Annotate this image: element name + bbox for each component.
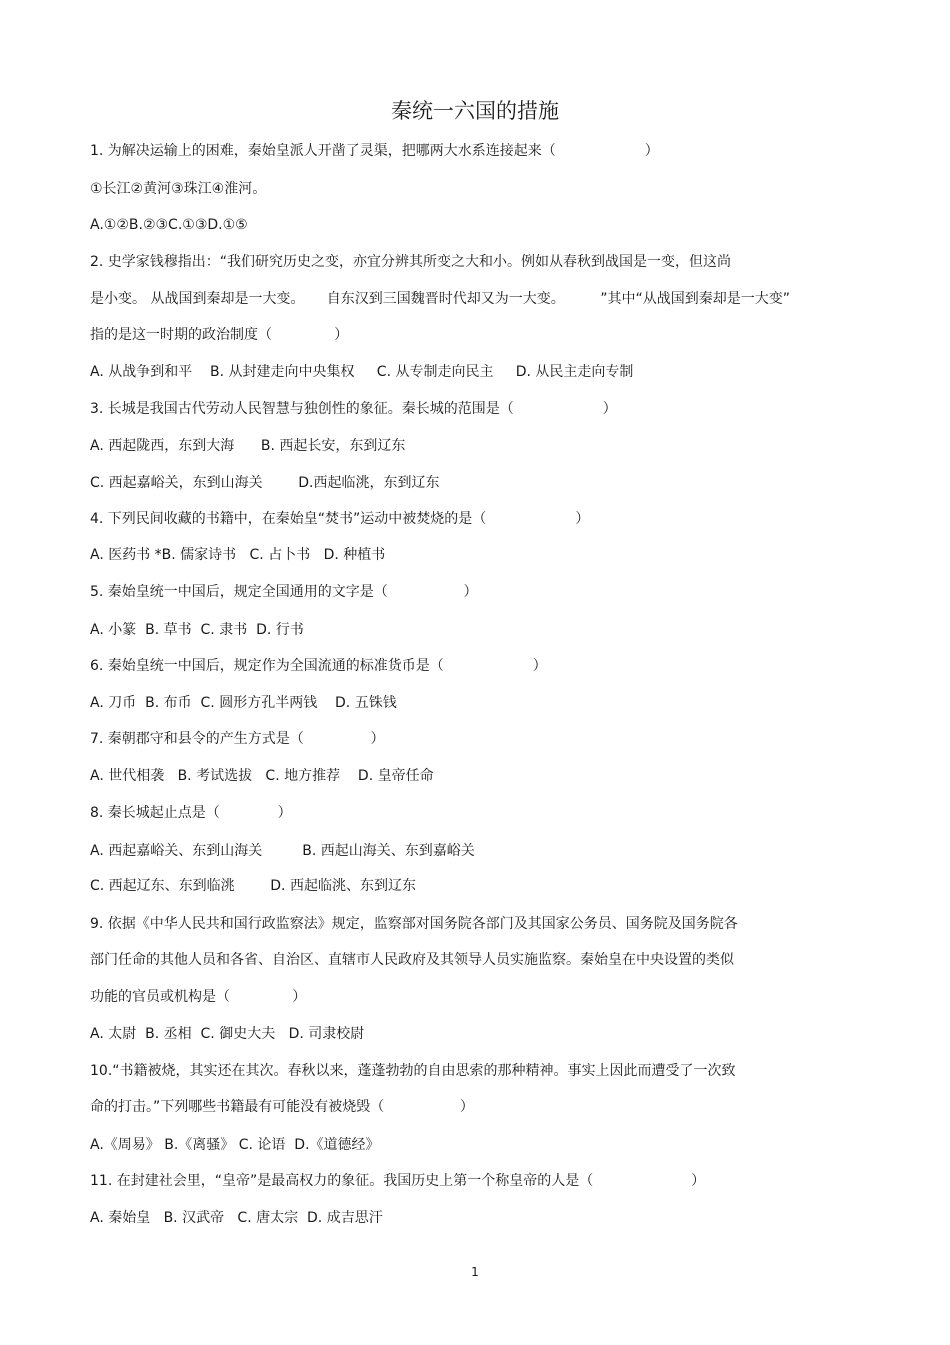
question-7-stem: 7. 秦朝郡守和县令的产生方式是（ ） bbox=[90, 731, 385, 747]
document-title: 秦统一六国的措施 bbox=[391, 99, 559, 123]
question-7-choices: A. 世代相袭 B. 考试选拔 C. 地方推荐 D. 皇帝任命 bbox=[90, 768, 434, 784]
page-number: 1 bbox=[471, 1265, 479, 1279]
question-4-stem: 4. 下列民间收藏的书籍中，在秦始皇“焚书”运动中被焚烧的是（ ） bbox=[90, 511, 590, 527]
question-3-choices-line-2: C. 西起嘉峪关，东到山海关 D.西起临洮，东到辽东 bbox=[90, 475, 440, 491]
question-1-options-list: ①长江②黄河③珠江④淮河。 bbox=[90, 181, 267, 197]
question-10-choices: A.《周易》 B.《离骚》 C. 论语 D.《道德经》 bbox=[90, 1137, 380, 1153]
question-10-stem-line-1: 10.“书籍被烧，其实还在其次。春秋以来，蓬蓬勃勃的自由思索的那种精神。事实上因此而遭受了一次致 bbox=[90, 1063, 736, 1079]
question-8-stem: 8. 秦长城起止点是（ ） bbox=[90, 805, 292, 821]
question-5-stem: 5. 秦始皇统一中国后，规定全国通用的文字是（ ） bbox=[90, 584, 478, 600]
question-6-stem: 6. 秦始皇统一中国后，规定作为全国流通的标准货币是（ ） bbox=[90, 658, 547, 674]
question-8-choices-line-1: A. 西起嘉峪关、东到山海关 B. 西起山海关、东到嘉峪关 bbox=[90, 843, 475, 859]
question-2-stem-line-3: 指的是这一时期的政治制度（ ） bbox=[90, 327, 349, 343]
question-1-choices: A.①②B.②③C.①③D.①⑤ bbox=[90, 217, 248, 233]
question-2-stem-line-1: 2. 史学家钱穆指出：“我们研究历史之变，亦宜分辨其所变之大和小。例如从春秋到战国是一变，但这尚 bbox=[90, 254, 732, 270]
question-2-choices: A. 从战争到和平 B. 从封建走向中央集权 C. 从专制走向民主 D. 从民主走向专制 bbox=[90, 364, 634, 380]
question-6-choices: A. 刀币 B. 布币 C. 圆形方孔半两钱 D. 五铢钱 bbox=[90, 695, 397, 711]
question-1-stem: 1. 为解决运输上的困难，秦始皇派人开凿了灵渠，把哪两大水系连接起来（ ） bbox=[90, 143, 659, 159]
question-11-choices: A. 秦始皇 B. 汉武帝 C. 唐太宗 D. 成吉思汗 bbox=[90, 1210, 383, 1226]
question-2-stem-line-2: 是小变。 从战国到秦却是一大变。 自东汉到三国魏晋时代却又为一大变。 ”其中“从战国到秦却是一大变” bbox=[90, 291, 791, 307]
question-3-choices-line-1: A. 西起陇西，东到大海 B. 西起长安，东到辽东 bbox=[90, 438, 406, 454]
question-3-stem: 3. 长城是我国古代劳动人民智慧与独创性的象征。秦长城的范围是（ ） bbox=[90, 401, 617, 417]
question-9-stem-line-1: 9. 依据《中华人民共和国行政监察法》规定，监察部对国务院各部门及其国家公务员、国务院及国务院各 bbox=[90, 916, 738, 932]
question-9-choices: A. 太尉 B. 丞相 C. 御史大夫 D. 司隶校尉 bbox=[90, 1026, 365, 1042]
question-5-choices: A. 小篆 B. 草书 C. 隶书 D. 行书 bbox=[90, 622, 304, 638]
question-4-choices: A. 医药书 *B. 儒家诗书 C. 占卜书 D. 种植书 bbox=[90, 547, 386, 563]
question-8-choices-line-2: C. 西起辽东、东到临洮 D. 西起临洮、东到辽东 bbox=[90, 878, 416, 894]
question-9-stem-line-3: 功能的官员或机构是（ ） bbox=[90, 989, 307, 1005]
question-11-stem: 11. 在封建社会里，“皇帝”是最高权力的象征。我国历史上第一个称皇帝的人是（ ） bbox=[90, 1173, 706, 1189]
question-9-stem-line-2: 部门任命的其他人员和各省、自治区、直辖市人民政府及其领导人员实施监察。秦始皇在中央设置的类似 bbox=[90, 952, 734, 968]
question-10-stem-line-2: 命的打击。”下列哪些书籍最有可能没有被烧毁（ ） bbox=[90, 1099, 474, 1115]
